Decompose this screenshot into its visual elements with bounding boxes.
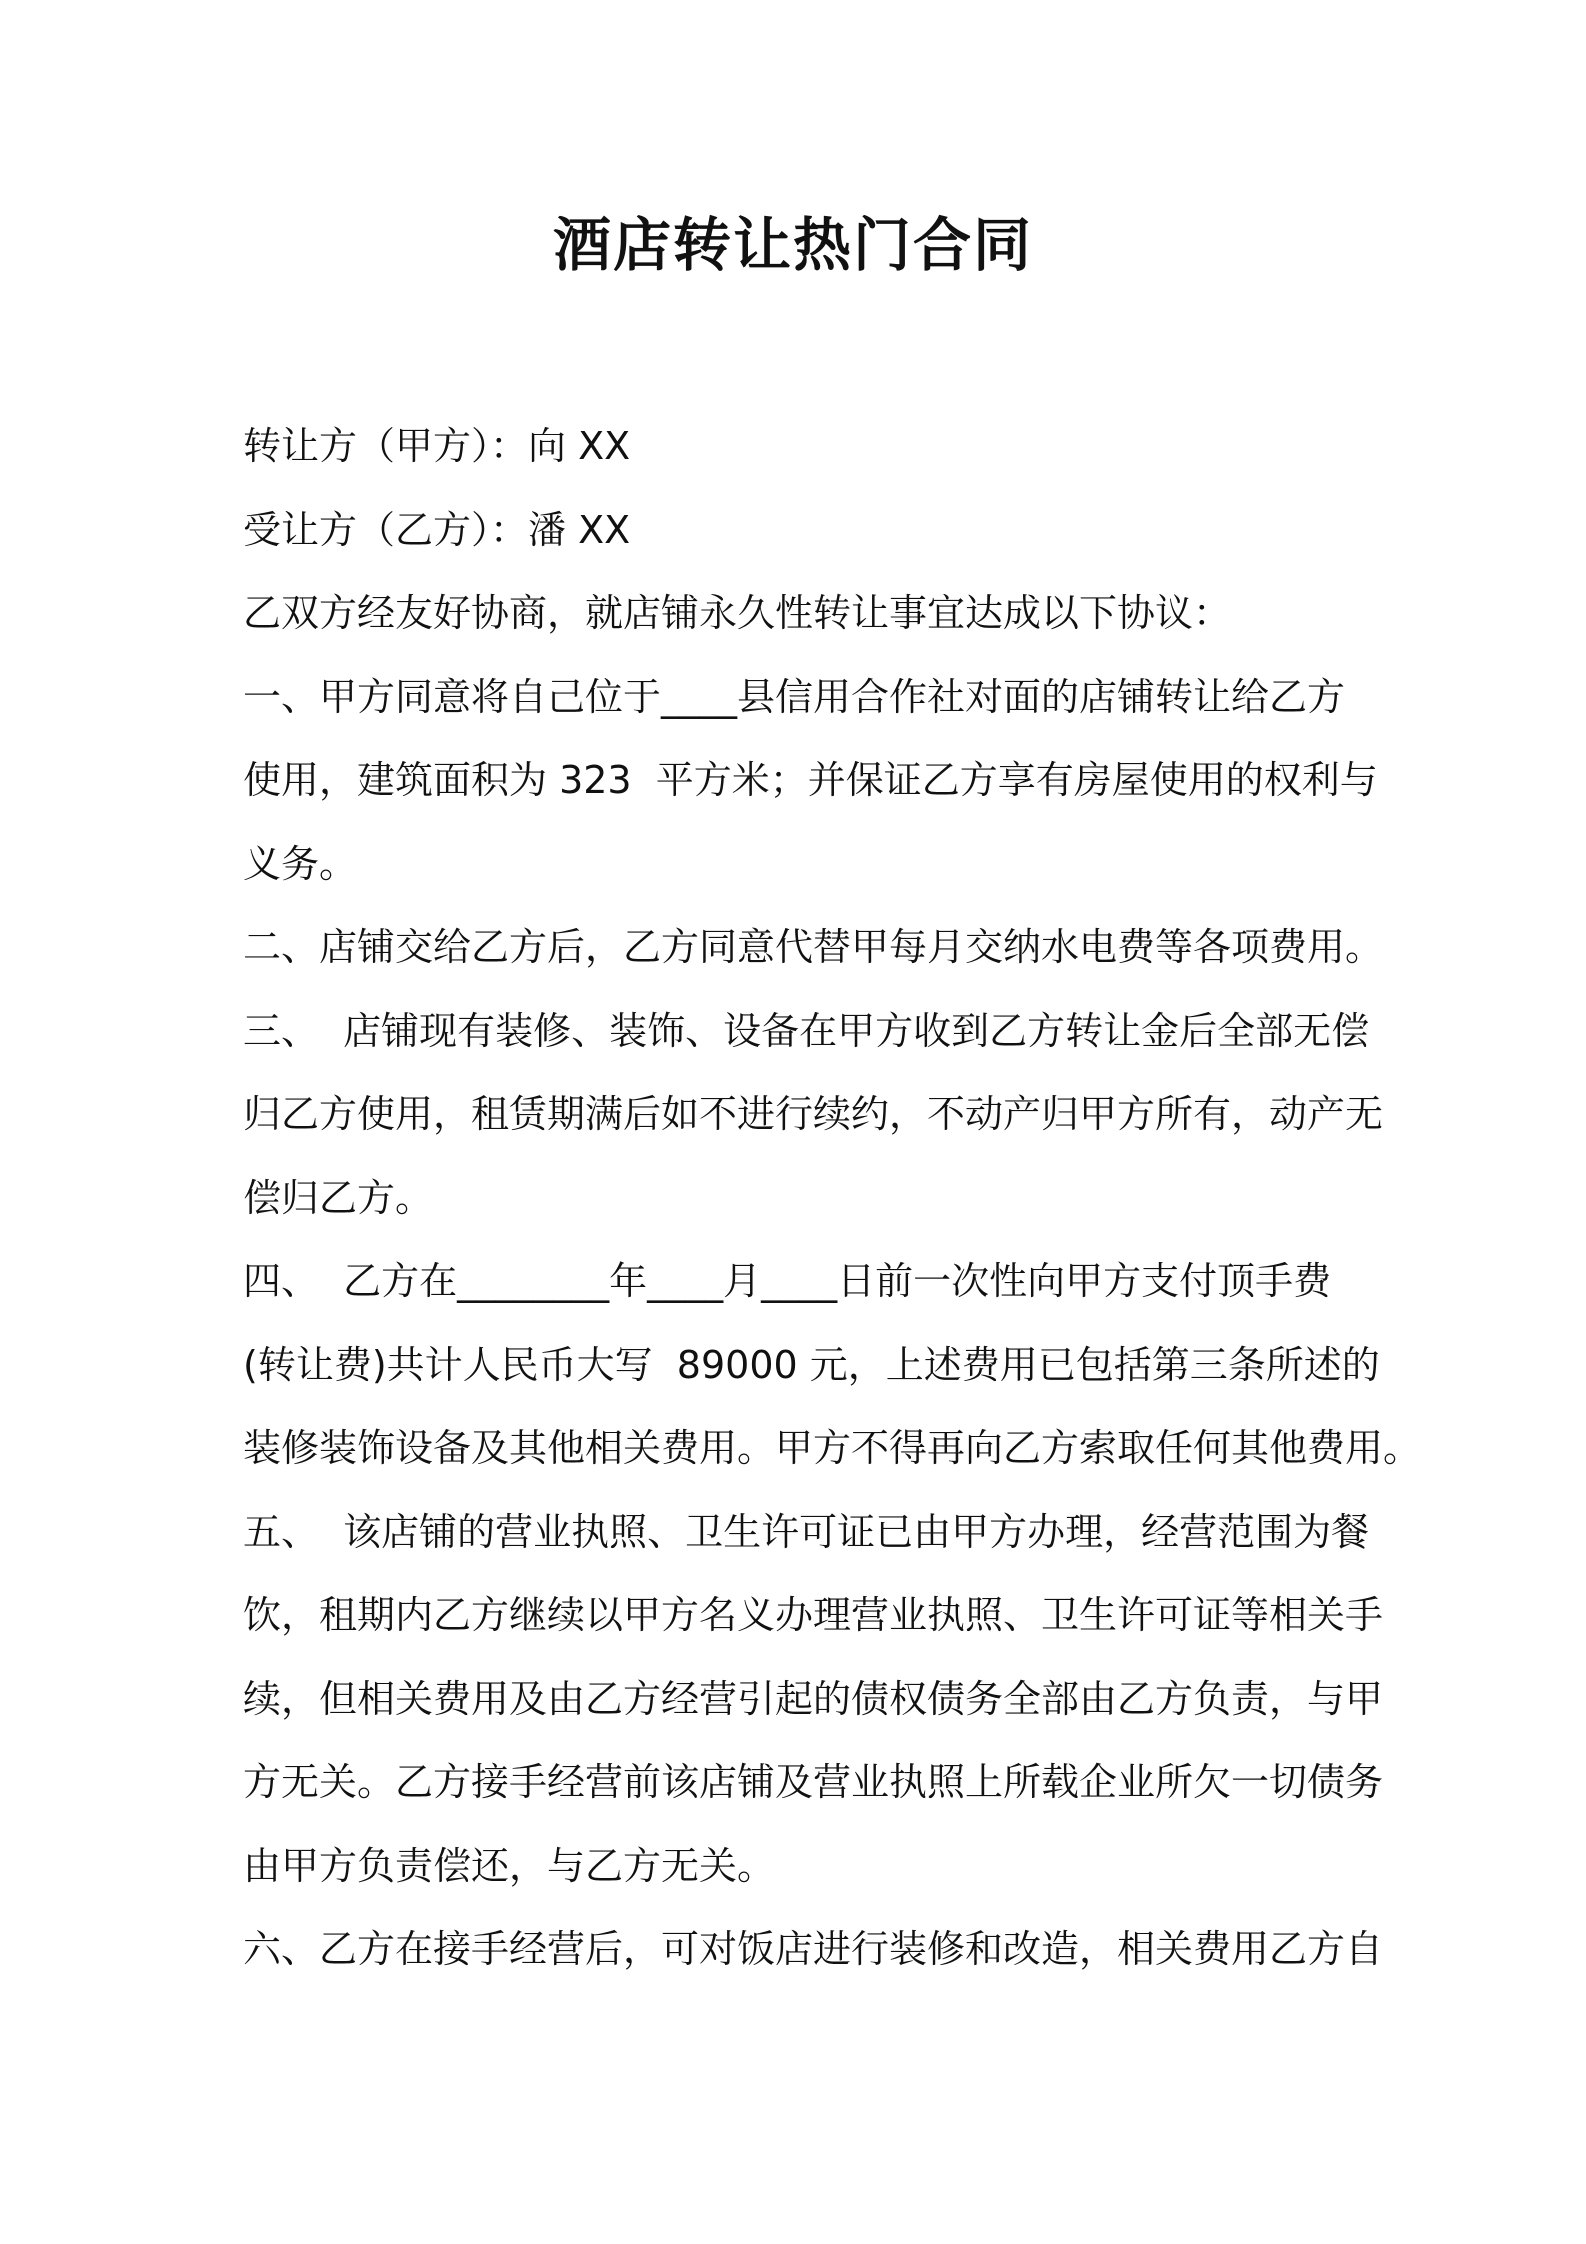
document-title: 酒店转让热门合同 [552, 211, 1033, 279]
clause-3-line-1: 三、 店铺现有装修、装饰、设备在甲方收到乙方转让金后全部无偿 [243, 1008, 1370, 1053]
agreement-intro: 乙双方经友好协商，就店铺永久性转让事宜达成以下协议： [243, 591, 1232, 635]
clause-1-line-1: 一、甲方同意将自己位于____县信用合作社对面的店铺转让给乙方 [243, 674, 1346, 719]
contract-body [243, 405, 1422, 1992]
clause-4-line-2: (转让费)共计人民币大写 89000 元，上述费用已包括第三条所述的 [243, 1342, 1380, 1387]
clause-1-line-2: 使用，建筑面积为 323 平方米；并保证乙方享有房屋使用的权利与 [243, 758, 1378, 802]
clause-5-line-4: 方无关。乙方接手经营前该店铺及营业执照上所载企业所欠一切债务 [243, 1760, 1384, 1804]
clause-6-line-1: 六、乙方在接手经营后，可对饭店进行装修和改造，相关费用乙方自 [243, 1927, 1384, 1971]
clause-1-line-3: 义务。 [243, 841, 358, 886]
clause-4-line-3: 装修装饰设备及其他相关费用。甲方不得再向乙方索取任何其他费用。 [243, 1426, 1422, 1470]
transferee-line: 受让方（乙方）：潘 XX [243, 507, 631, 552]
clause-5-line-3: 续，但相关费用及由乙方经营引起的债权债务全部由乙方负责，与甲 [243, 1676, 1384, 1721]
clause-5-line-1: 五、 该店铺的营业执照、卫生许可证已由甲方办理，经营范围为餐 [243, 1509, 1370, 1554]
transferor-line: 转让方（甲方）：向 XX [243, 424, 631, 468]
clause-3-line-2: 归乙方使用，租赁期满后如不进行续约，不动产归甲方所有，动产无 [243, 1092, 1384, 1136]
clause-4-line-1: 四、 乙方在________年____月____日前一次性向甲方支付顶手费 [243, 1259, 1332, 1303]
clause-2-line-1: 二、店铺交给乙方后，乙方同意代替甲每月交纳水电费等各项费用。 [243, 925, 1384, 969]
clause-5-line-2: 饮，租期内乙方继续以甲方名义办理营业执照、卫生许可证等相关手 [243, 1593, 1384, 1637]
clause-3-line-3: 偿归乙方。 [243, 1175, 434, 1220]
clause-5-line-5: 由甲方负责偿还，与乙方无关。 [243, 1843, 776, 1888]
